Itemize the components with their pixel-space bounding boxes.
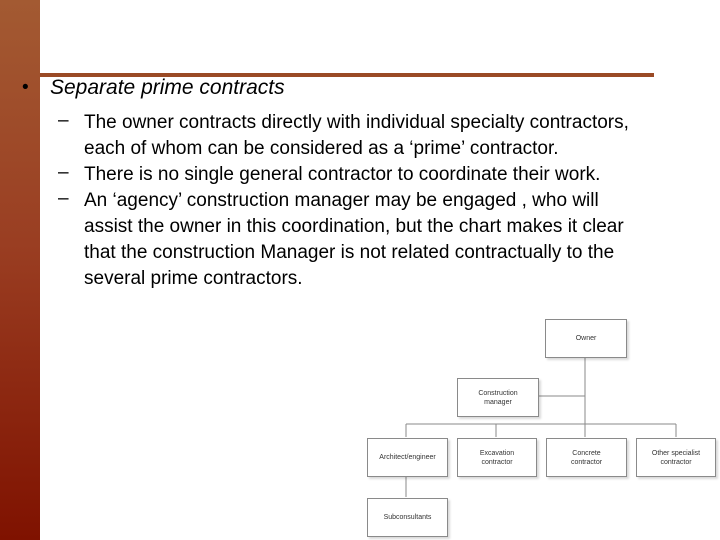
concrete-contractor-box: [546, 438, 627, 477]
dash-icon: –: [58, 188, 69, 209]
sub-point-line: several prime contractors.: [84, 268, 303, 289]
sub-point-line: that the construction Manager is not related contractually to the: [84, 242, 615, 263]
dash-icon: –: [58, 110, 69, 131]
sub-point-line: assist the owner in this coordination, but the chart makes it clear: [84, 216, 624, 237]
other-specialist-contractor-box: [636, 438, 716, 477]
architect-engineer-label: Architect/engineer: [379, 454, 436, 461]
bullet-icon: •: [22, 77, 29, 98]
excavation-contractor-box: [457, 438, 537, 477]
excavation-contractor-label: Excavation: [479, 449, 515, 457]
owner-label: Owner: [575, 335, 597, 342]
side-accent-bar: [0, 0, 40, 540]
construction-manager-box: [457, 378, 539, 417]
sub-point-line: The owner contracts directly with individual specialty contractors,: [84, 112, 629, 133]
concrete-contractor-label: Concrete: [572, 449, 601, 457]
subconsultants-box: [367, 498, 448, 537]
sub-point: [58, 162, 718, 188]
owner-box: [545, 319, 627, 358]
architect-engineer-box: [367, 438, 448, 477]
other-specialist-contractor-label: Other specialist: [651, 449, 701, 457]
sub-point-line: An ‘agency’ construction manager may be engaged , who will: [84, 190, 599, 211]
other-specialist-contractor-label: contractor: [660, 458, 692, 466]
sub-point-line: each of whom can be considered as a ‘prime’ contractor.: [84, 138, 559, 159]
sub-point: [58, 110, 718, 162]
dash-icon: –: [58, 162, 69, 183]
sub-point-list: [58, 110, 718, 292]
sub-point-line: There is no single general contractor to coordinate their work.: [84, 164, 601, 185]
excavation-contractor-label: contractor: [481, 458, 513, 466]
construction-manager-label: Construction: [478, 389, 518, 397]
construction-manager-label: manager: [484, 398, 512, 406]
subconsultants-label: Subconsultants: [383, 514, 432, 521]
sub-point: [58, 188, 718, 292]
concrete-contractor-label: contractor: [570, 458, 603, 466]
slide-title: Separate prime contracts: [50, 76, 285, 99]
